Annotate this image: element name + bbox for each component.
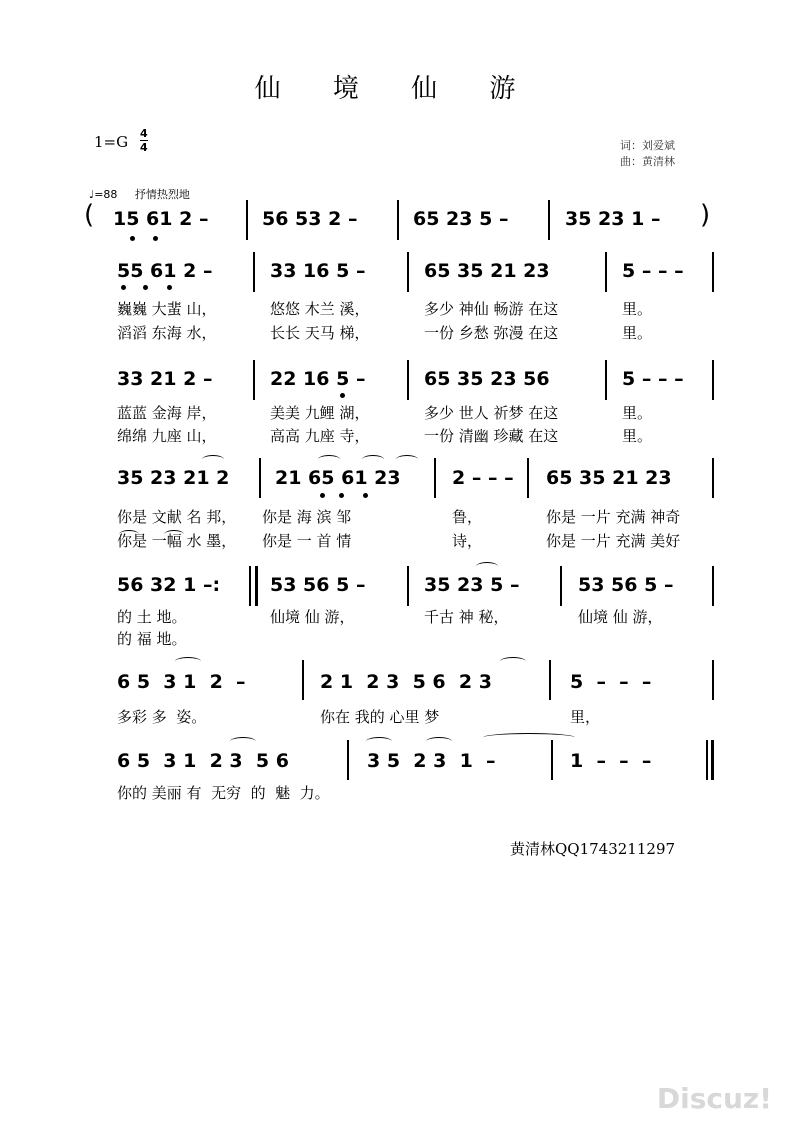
- tempo-value: ♩=88: [89, 188, 118, 201]
- measure: 1 – – –: [570, 750, 652, 772]
- lyric: 悠悠 木兰 溪，: [270, 300, 370, 318]
- lyric: 一份 乡愁 弥漫 在这: [424, 324, 559, 342]
- time-signature: [140, 128, 148, 153]
- measure: 53 56 5 –: [270, 574, 366, 596]
- lyric: 长长 天马 梯，: [270, 324, 370, 342]
- measure: 65 35 21 23: [546, 467, 672, 489]
- lyric: 的 土 地。: [117, 608, 187, 626]
- measure: 2 1 2 3 5 6 2 3: [320, 671, 492, 693]
- lyric: 滔滔 东海 水，: [117, 324, 217, 342]
- measure: 21 65 61 23: [275, 467, 401, 489]
- tempo-marking: [89, 186, 204, 202]
- open-paren: (: [84, 200, 95, 230]
- lyric: 美美 九鲤 湖，: [270, 404, 370, 422]
- measure: 65 35 23 56: [424, 368, 550, 390]
- measure: 6 5 3 1 2 –: [117, 671, 246, 693]
- measure: 6 5 3 1 2 3 5 6: [117, 750, 289, 772]
- close-paren: ): [700, 200, 711, 230]
- measure: 35 23 1 –: [565, 208, 661, 230]
- measure: 65 35 21 23: [424, 260, 550, 282]
- lyric: 你是 文献 名 邦，: [117, 508, 237, 526]
- lyric: 里。: [622, 427, 653, 445]
- measure: 3 5 2 3 1 –: [367, 750, 496, 772]
- lyric: 多少 世人 祈梦 在这: [424, 404, 559, 422]
- lyricist: 词：刘爱斌: [620, 139, 675, 152]
- lyric: 你是 一 首 情: [262, 532, 352, 550]
- lyric: 一份 清幽 珍藏 在这: [424, 427, 559, 445]
- song-title: 仙 境 仙 游: [254, 74, 538, 104]
- time-top: 4: [140, 127, 148, 140]
- lyric: 诗，: [452, 532, 483, 550]
- lyric: 里。: [622, 404, 653, 422]
- measure: 2 – – –: [452, 467, 514, 489]
- time-bottom: 4: [140, 141, 148, 154]
- measure: 15 61 2 –: [113, 208, 209, 230]
- lyric: 你在 我的 心里 梦: [320, 708, 440, 726]
- measure: 55 61 2 –: [117, 260, 213, 282]
- measure: 35 23 5 –: [424, 574, 520, 596]
- composer: 曲：黄清林: [620, 155, 675, 168]
- lyric: 里。: [622, 324, 653, 342]
- lyric: 你是 一片 充满 神奇: [546, 508, 681, 526]
- lyric: 鲁，: [452, 508, 483, 526]
- measure: 56 53 2 –: [262, 208, 358, 230]
- lyric: 巍巍 大蜚 山，: [117, 300, 217, 318]
- measure: 65 23 5 –: [413, 208, 509, 230]
- lyric: 里，: [570, 708, 601, 726]
- lyric: 千古 神 秘，: [424, 608, 509, 626]
- measure: 33 16 5 –: [270, 260, 366, 282]
- expression: 抒情热烈地: [134, 188, 190, 201]
- lyric: 你是 一幅 水 墨，: [117, 532, 237, 550]
- measure: 35 23 21 2: [117, 467, 230, 489]
- measure: 56 32 1 –:: [117, 574, 221, 596]
- credits: [620, 138, 675, 170]
- lyric: 里。: [622, 300, 653, 318]
- measure: 22 16 5 –: [270, 368, 366, 390]
- lyric: 高高 九座 寺，: [270, 427, 370, 445]
- lyric: 的 福 地。: [117, 630, 187, 648]
- signature: 黄清林QQ1743211297: [510, 840, 676, 858]
- watermark: Discuz!: [656, 1082, 772, 1115]
- measure: 5 – – –: [622, 260, 684, 282]
- lyric: 多少 神仙 畅游 在这: [424, 300, 559, 318]
- lyric: 你是 一片 充满 美好: [546, 532, 681, 550]
- measure: 33 21 2 –: [117, 368, 213, 390]
- measure: 5 – – –: [622, 368, 684, 390]
- lyric: 多彩 多 姿。: [117, 708, 207, 726]
- lyric: 你的 美丽 有 无穷 的 魅 力。: [117, 784, 330, 802]
- measure: 53 56 5 –: [578, 574, 674, 596]
- key-signature: 1=G: [94, 133, 129, 151]
- lyric: 绵绵 九座 山，: [117, 427, 217, 445]
- lyric: 蓝蓝 金海 岸，: [117, 404, 217, 422]
- measure: 5 – – –: [570, 671, 652, 693]
- lyric: 仙境 仙 游，: [578, 608, 663, 626]
- lyric: 你是 海 滨 邹: [262, 508, 352, 526]
- lyric: 仙境 仙 游，: [270, 608, 355, 626]
